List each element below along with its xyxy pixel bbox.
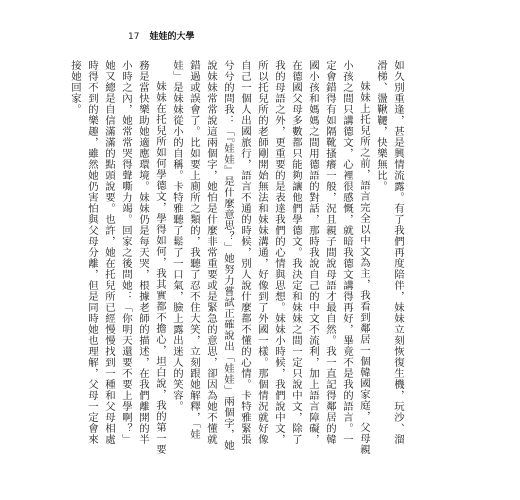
paragraph-1: 如久別重逢，甚是興情流露。有了我們再度陪伴，妹妹立刻恢復生機，玩沙、溜滑梯、盪鞦韆，快樂無比。 <box>375 60 404 445</box>
book-title: 娃娃的大學 <box>149 32 195 42</box>
page-number: 17 <box>128 32 140 42</box>
paragraph-3: 妹妹在托兒所如何學德文，學得如何，我其實都不擔心，坦白說，我的第一要務是當快樂助她適應環境。妹妹仍是每天哭，根據老師的描述，在我們離開的半小時之內，她常常哭得聲嘶力竭。回家之後問她：「你明天還要不要上學啊？」她又總是自信滿滿的點頭說要。也許，她在托兒所已經慢慢找到一種和父母相處時得不到的樂趣，雖然她仍害怕與父母分離，但是同時她也理解，父母一定會來接她回家。 <box>69 60 166 455</box>
page-header <box>128 29 194 42</box>
body-text-area <box>69 60 406 455</box>
vertical-body-text <box>66 60 406 455</box>
paragraph-2: 妹妹上托兒所之前，語言完全以中文為主，我看到鄰居一個韓國家庭，父母親小孩之間只講德文，心裡很感慨，就暗我德文講得再好，畢竟不是我的語言。一定會錯得有如隔靴搔癢一般，況且親子間說母語才最自然。我一直記得鄰居的韓國小孩和媽媽之間用德語的對話，那時我說自己的中文不流利，加上語言障礙，在德國父母多數都只能夠讓他們學德文。我決定和妹妹之間一定只說中文，除了我的母語之外，更重要的是表達我們的心情與思想。妹妹小時候，我們說中文，所以托兒所的老師剛開始無法和妹妹溝通，好像到了外國一樣。那個情況就好像自己一個人出國旅行，語言不通的時候，別人說什麼都不懂的心情。卡特雅緊張兮兮的問我：「『娃娃』是什麼意思？」她努力嘗試正確說出「娃娃」兩個字，她說妹妹常常說這兩個字，她怕是什麼非常重要或是緊急的意思，卻因為她不懂就錯過或誤會了。比如要上廁所之類的，我聽了忍不住大笑，立刻跟她解釋，「娃娃」是妹妹從小的自稱。卡特雅聽了鬆了一口氣，臉上露出迷人的笑容。 <box>171 60 370 455</box>
